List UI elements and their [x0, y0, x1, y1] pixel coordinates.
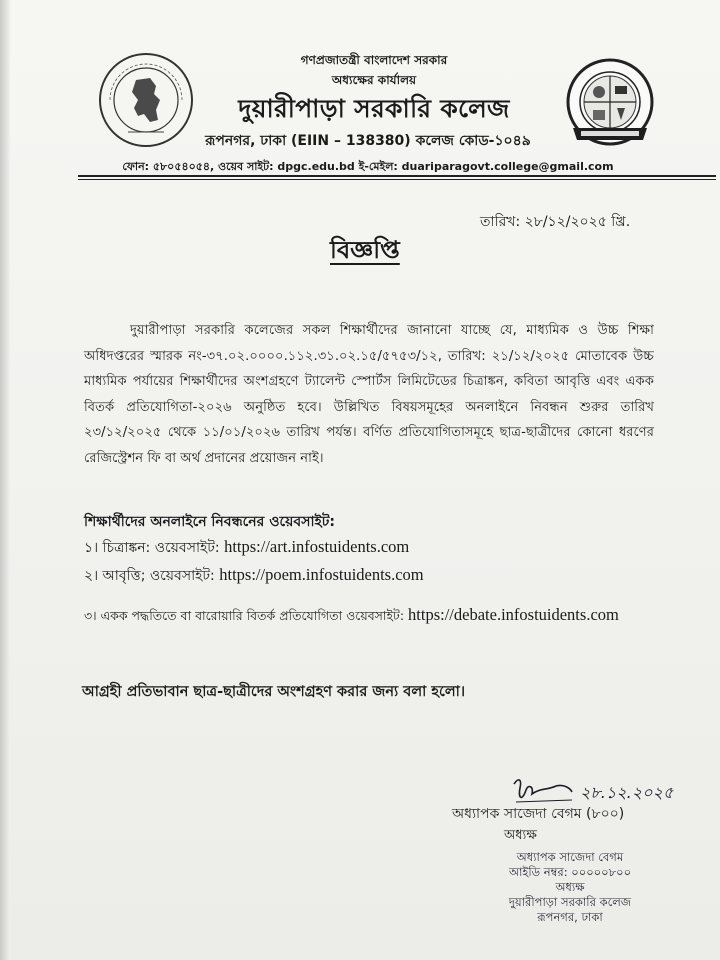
- signature-date: ২৮.১২.২০২৫: [580, 783, 674, 802]
- office-name: অধ্যক্ষের কার্যালয়: [331, 73, 417, 87]
- website-url-art[interactable]: https://art.infostuidents.com: [224, 537, 410, 556]
- website-url-poem[interactable]: https://poem.infostuidents.com: [219, 565, 424, 584]
- stamp-name: অধ্যাপক সাজেদা বেগম: [516, 850, 624, 864]
- signatory-designation: অধ্যক্ষ: [504, 828, 537, 843]
- government-name: গণপ্রজাতন্ত্রী বাংলাদেশ সরকার: [300, 53, 448, 67]
- signatory-name: অধ্যাপক সাজেদা বেগম (৮০০): [452, 806, 625, 822]
- website-item-poem: [84, 564, 424, 588]
- official-stamp: [470, 850, 670, 925]
- website-url-debate[interactable]: https://debate.infostuidents.com: [408, 605, 619, 624]
- college-name: দুয়ারীপাড়া সরকারি কলেজ: [238, 94, 510, 123]
- contact-line: ফোন: ৫৮০৫৪০৫৪, ওয়েব সাইট: dpgc.edu.bd ই-মেইল: duariparagovt.college@gmail.com: [122, 160, 614, 173]
- stamp-college: দুয়ারীপাড়া সরকারি কলেজ: [508, 895, 632, 909]
- website-item-art: [84, 536, 409, 560]
- stamp-id: আইডি নম্বর: ০০০০০৮০০: [508, 865, 632, 879]
- notice-date: তারিখ: ২৮/১২/২০২৫ খ্রি.: [480, 214, 631, 230]
- website-label: ১। চিত্রাঙ্কন: ওয়েবসাইট:: [84, 540, 220, 556]
- closing-line: আগ্রহী প্রতিভাবান ছাত্র-ছাত্রীদের অংশগ্রহণ করার জন্য বলা হলো।: [82, 684, 466, 700]
- websites-heading: শিক্ষার্থীদের অনলাইনে নিবন্ধনের ওয়েবসাইট:: [84, 514, 336, 530]
- website-label: ৩। একক পদ্ধতিতে বা বারোয়ারি বিতর্ক প্রতিযোগিতা ওয়েবসাইট:: [84, 608, 405, 623]
- website-item-debate: [84, 605, 619, 628]
- header-divider: [78, 175, 716, 177]
- stamp-location: রূপনগর, ঢাকা: [537, 910, 603, 924]
- stamp-designation: অধ্যক্ষ: [555, 880, 585, 894]
- header-divider-thin: [78, 179, 716, 180]
- website-label: ২। আবৃত্তি; ওয়েবসাইট:: [84, 568, 215, 584]
- notice-title: বিজ্ঞপ্তি: [330, 236, 400, 264]
- college-address: রূপনগর, ঢাকা (EIIN – 138380) কলেজ কোড-১০৪৯: [205, 133, 531, 149]
- notice-body: দুয়ারীপাড়া সরকারি কলেজের সকল শিক্ষার্থীদের জানানো যাচ্ছে যে, মাধ্যমিক ও উচ্চ শিক্ষা অধিদপ্তরের স্মারক নং-৩৭.০২.০০০০.১১২.৩১.০২.১৫/৫৭৫৩/১২, তারিখ: ২১/১২/২০২৫ মোতাবেক উচ্চ মাধ্যমিক পর্যায়ের শিক্ষার্থীদের অংশগ্রহণে ট্যালেন্ট স্পোর্টস লিমিটেডের চিত্রাঙ্কন, কবিতা আবৃত্তি এবং একক বিতর্ক প্রতিযোগিতা-২০২৬ অনুষ্ঠিত হবে। উল্লিখিত বিষয়সমূহের অনলাইনে নিবন্ধন শুরুর তারিখ ২৩/১২/২০২৫ থেকে ১১/০১/২০২৬ তারিখ পর্যন্ত। বর্ণিত প্রতিযোগিতাসমূহে ছাত্র-ছাত্রীদের কোনো ধরণের রেজিস্ট্রেশন ফি বা অর্থ প্রদানের প্রয়োজন নাই।: [84, 323, 654, 466]
